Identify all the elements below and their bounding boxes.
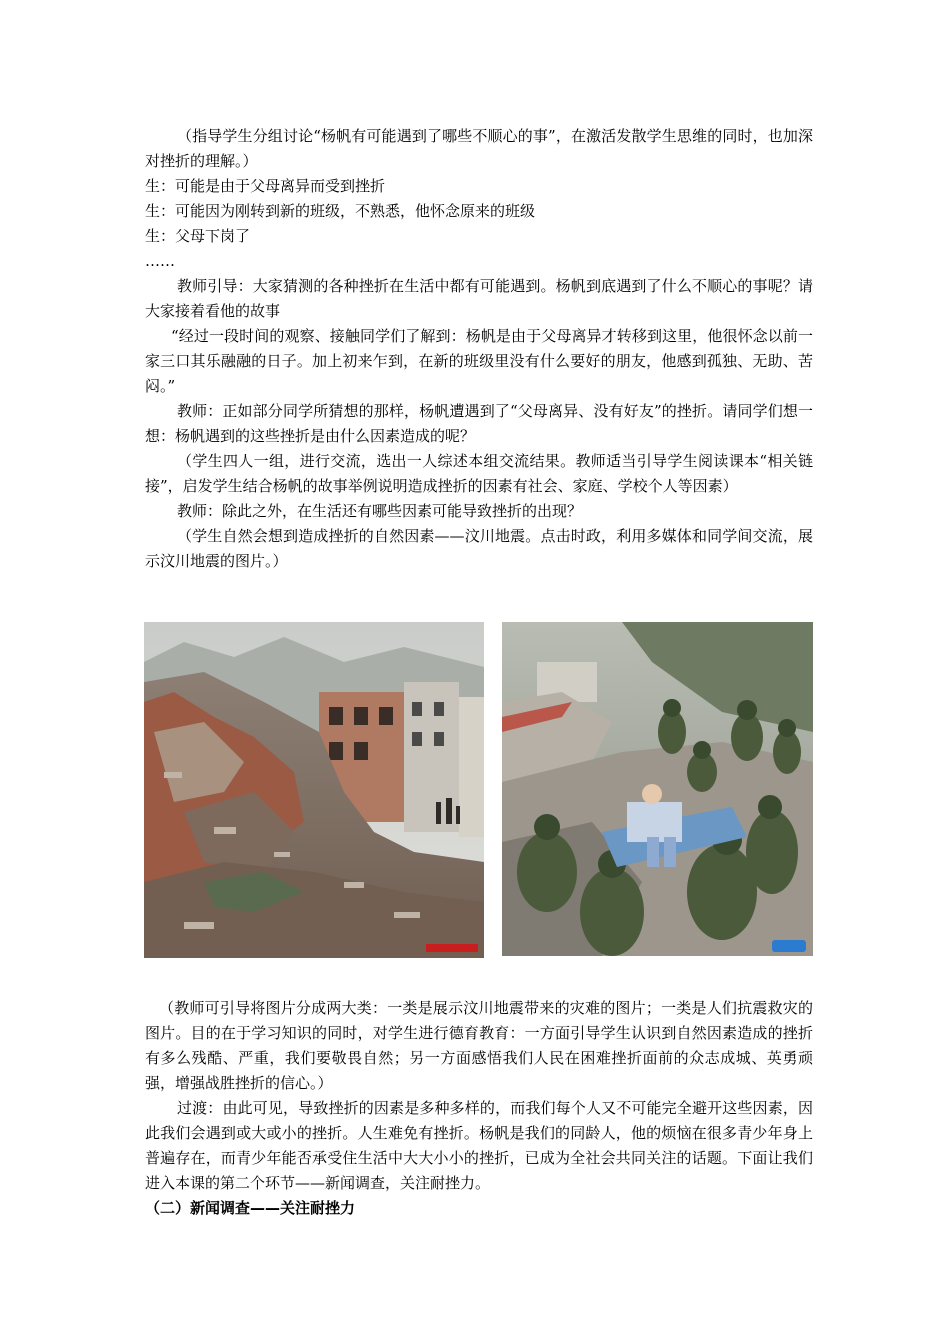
- text-block-bottom: [145, 996, 813, 1221]
- paragraph-3: 生：可能因为刚转到新的班级，不熟悉，他怀念原来的班级: [145, 202, 536, 220]
- paragraph-2: 生：可能是由于父母离异而受到挫折: [145, 177, 386, 195]
- paragraph-7: “经过一段时间的观察、接触同学们了解到：杨帆是由于父母离异才转移到这里，他很怀念以前一家三口其乐融融的日子。加上初来乍到，在新的班级里没有什么要好的朋友，他感到孤独、无助、苦闷。”: [145, 327, 813, 395]
- paragraph-4: 生：父母下岗了: [145, 227, 251, 245]
- earthquake-rescue-photo: [502, 622, 813, 956]
- section-heading: （二）新闻调查——关注耐挫力: [145, 1199, 356, 1217]
- paragraph-11: （学生自然会想到造成挫折的自然因素——汶川地震。点击时政，利用多媒体和同学间交流，展示汶川地震的图片。）: [145, 527, 813, 570]
- text-block-top: [145, 124, 813, 574]
- paragraph-10: 教师：除此之外，在生活还有哪些因素可能导致挫折的出现？: [177, 502, 583, 520]
- paragraph-12: （教师可引导将图片分成两大类：一类是展示汶川地震带来的灾难的图片；一类是人们抗震救灾的图片。目的在于学习知识的同时，对学生进行德育教育：一方面引导学生认识到自然因素造成的挫折有多么残酷、严重，我们要敬畏自然；另一方面感悟我们人民在困难挫折面前的众志成城、英勇顽强，增强战胜挫折的信心。）: [145, 999, 813, 1092]
- paragraph-5: ……: [145, 252, 175, 270]
- paragraph-13: 过渡：由此可见，导致挫折的因素是多种多样的，而我们每个人又不可能完全避开这些因素，因此我们会遇到或大或小的挫折。人生难免有挫折。杨帆是我们的同龄人，他的烦恼在很多青少年身上普遍存在，而青少年能否承受住生活中大大小小的挫折，已成为全社会共同关注的话题。下面让我们进入本课的第二个环节——新闻调查，关注耐挫力。: [145, 1099, 813, 1192]
- paragraph-6: 教师引导：大家猜测的各种挫折在生活中都有可能遇到。杨帆到底遇到了什么不顺心的事呢？请大家接着看他的故事: [145, 277, 813, 320]
- paragraph-1: （指导学生分组讨论“杨帆有可能遇到了哪些不顺心的事”，在激活发散学生思维的同时，也加深对挫折的理解。）: [145, 127, 813, 170]
- paragraph-9: （学生四人一组，进行交流，选出一人综述本组交流结果。教师适当引导学生阅读课本“相关链接”，启发学生结合杨帆的故事举例说明造成挫折的因素有社会、家庭、学校个人等因素）: [145, 452, 813, 495]
- paragraph-8: 教师：正如部分同学所猜想的那样，杨帆遭遇到了“父母离异、没有好友”的挫折。请同学们想一想：杨帆遇到的这些挫折是由什么因素造成的呢？: [145, 402, 813, 445]
- earthquake-ruins-photo: [144, 622, 484, 958]
